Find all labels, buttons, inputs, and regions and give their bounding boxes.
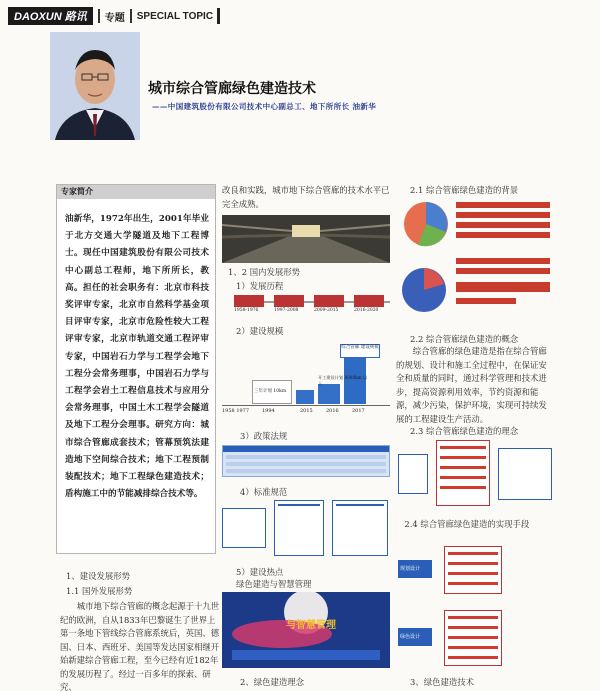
heading-2-1: 2.1 综合管廊绿色建造的背景 <box>410 185 519 195</box>
concept-line <box>440 456 486 459</box>
heading-hotspot-sub: 绿色建造与智慧管理 <box>236 579 312 589</box>
std-node <box>222 508 266 548</box>
method-line <box>448 552 498 555</box>
heading-policy: 3）政策法规 <box>240 431 288 441</box>
method-line <box>448 582 498 585</box>
concept-node <box>398 454 428 494</box>
background-figure <box>396 198 554 328</box>
left-bottom-text <box>60 570 220 691</box>
scale-year: 2016 <box>326 408 339 414</box>
standards-diagram <box>222 500 390 556</box>
timeline-step <box>354 295 384 307</box>
timeline-label: 1958-1976 <box>234 308 259 313</box>
section-label-en: SPECIAL TOPIC <box>136 10 214 22</box>
header-divider <box>98 9 100 23</box>
timeline-label: 1997-2008 <box>274 308 299 313</box>
policy-row <box>226 455 386 459</box>
std-node <box>332 500 388 556</box>
paragraph-2-2: 综合管廊的绿色建造是指在综合管廊的规划、设计和施工全过程中，在保证安全和质量的同时，通过科学管理和技术进步，提高资源利用效率，节约资源和能源，减少污染，保护环境，实现可持续发展的工程建设生产活动。 <box>396 346 547 424</box>
policy-table <box>222 445 390 477</box>
scale-year: 2017 <box>352 408 365 414</box>
timeline-step <box>274 295 304 307</box>
method-line <box>448 616 498 619</box>
article-byline: ——中国建筑股份有限公司技术中心副总工、地下所所长 油新华 <box>152 102 377 111</box>
std-line <box>336 504 384 506</box>
magazine-header <box>8 6 220 26</box>
concept-diagram-2-3 <box>396 440 554 510</box>
method-diagram-b <box>396 610 554 666</box>
heading-standards: 4）标准规范 <box>240 487 288 497</box>
scale-label: 三年计划 10km <box>254 389 287 394</box>
heading-2-2: 2.2 综合管廊绿色建造的概念 <box>410 334 519 344</box>
concept-node <box>498 448 552 500</box>
magazine-logo: DAOXUN 路讯 <box>8 7 93 25</box>
development-timeline <box>234 295 390 317</box>
scale-bar <box>296 390 314 404</box>
heading-hotspot: 5）建设热点 <box>236 567 284 577</box>
concept-line <box>440 466 486 469</box>
scale-axis <box>222 405 390 406</box>
scale-year: 2015 <box>300 408 313 414</box>
section-heading-1: 1、建设发展形势 <box>66 571 130 581</box>
std-line <box>278 504 320 506</box>
author-portrait <box>50 32 140 140</box>
heading-2-4: 2.4 综合管廊绿色建造的实现手段 <box>404 519 530 529</box>
method-node-label: 绿色设计 <box>400 634 421 640</box>
scale-year: 1958 1977 <box>222 408 250 414</box>
timeline-label: 2009-2015 <box>314 308 339 313</box>
heading-3: 3、绿色建造技术 <box>410 677 474 687</box>
paragraph-overseas: 城市地下综合管廊的概念起源于十九世纪的欧洲，自从1833年巴黎诞生了世界上第一条地下管线综合管廊系统后，英国、德国、日本、西班牙、美国等发达国家相继开始新建综合管廊工程，至今已经有近182年的发展历程了。经过一百多年的探索、研究、 <box>60 601 220 691</box>
heading-green-concept: 2、绿色建造理念 <box>240 677 304 687</box>
method-line <box>448 636 498 639</box>
policy-table-header <box>223 446 389 452</box>
policy-row <box>226 462 386 466</box>
tunnel-photo <box>222 215 390 263</box>
std-node <box>274 500 324 556</box>
concept-line <box>440 446 486 449</box>
scale-callout: 综合管廊 建设规模 <box>340 344 380 358</box>
article-title: 城市综合管廊绿色建造技术 <box>148 81 316 97</box>
bio-text: 油新华，1972年出生，2001年毕业于北方交通大学隧道及地下工程博士。现任中国建筑股份有限公司技术中心副总工程师，地下所所长，教高。担任的社会职务有：北京市科技奖评审专家，北京市自然科学基金项目评审专家，北京市危险性较大工程评审专家，北京市轨道交通工程评审专家，中国岩石力学与工程学会地下工程分会常务理事，中国岩石力学与工程学会岩土工程信息技术与应用分会常务理事，中国土木工程学会隧道及地下工程分会理事。研究方向：城市综合管廊成套技术；管幕预筑法建造地下空间综合技术；地下工程预制装配技术；地下工程绿色建造技术；盾构施工中的节能减排综合技术等。 <box>65 214 209 500</box>
timeline-step <box>234 295 264 307</box>
section-heading-1-2: 1、2 国内发展形势 <box>228 267 300 277</box>
method-line <box>448 626 498 629</box>
section-heading-1-1: 1.1 国外发展形势 <box>66 586 133 596</box>
method-line <box>448 572 498 575</box>
concept-line <box>440 486 486 489</box>
method-line <box>448 562 498 565</box>
policy-row <box>226 469 386 473</box>
middle-intro: 改良和实践，城市地下综合管廊的技术水平已完全成熟。 <box>222 185 390 209</box>
smart-management-graphic <box>222 592 390 668</box>
smart-management-label: 与智慧管理 <box>286 620 336 631</box>
section-label: 专题 <box>104 12 125 24</box>
method-node-label: 规划设计 <box>400 566 421 572</box>
scale-figure <box>222 340 390 422</box>
header-divider <box>130 9 132 23</box>
scale-year: 1994 <box>262 408 275 414</box>
heading-development: 1）发展历程 <box>236 281 284 291</box>
timeline-label: 2016-2020 <box>354 308 379 313</box>
heading-scale: 2）建设规模 <box>236 326 284 336</box>
concept-line <box>440 476 486 479</box>
timeline-step <box>314 295 344 307</box>
header-end-bar <box>217 8 220 24</box>
method-diagram-a <box>396 546 554 594</box>
expert-bio-box <box>56 184 216 554</box>
concept-node <box>436 440 490 506</box>
scale-bar <box>318 384 340 404</box>
method-line <box>448 646 498 649</box>
bio-heading: 专家简介 <box>57 185 215 199</box>
heading-2-3: 2.3 综合管廊绿色建造的理念 <box>410 426 519 436</box>
scale-label: 开工建设计划 8000km 以上 <box>318 375 368 386</box>
method-line <box>448 656 498 659</box>
